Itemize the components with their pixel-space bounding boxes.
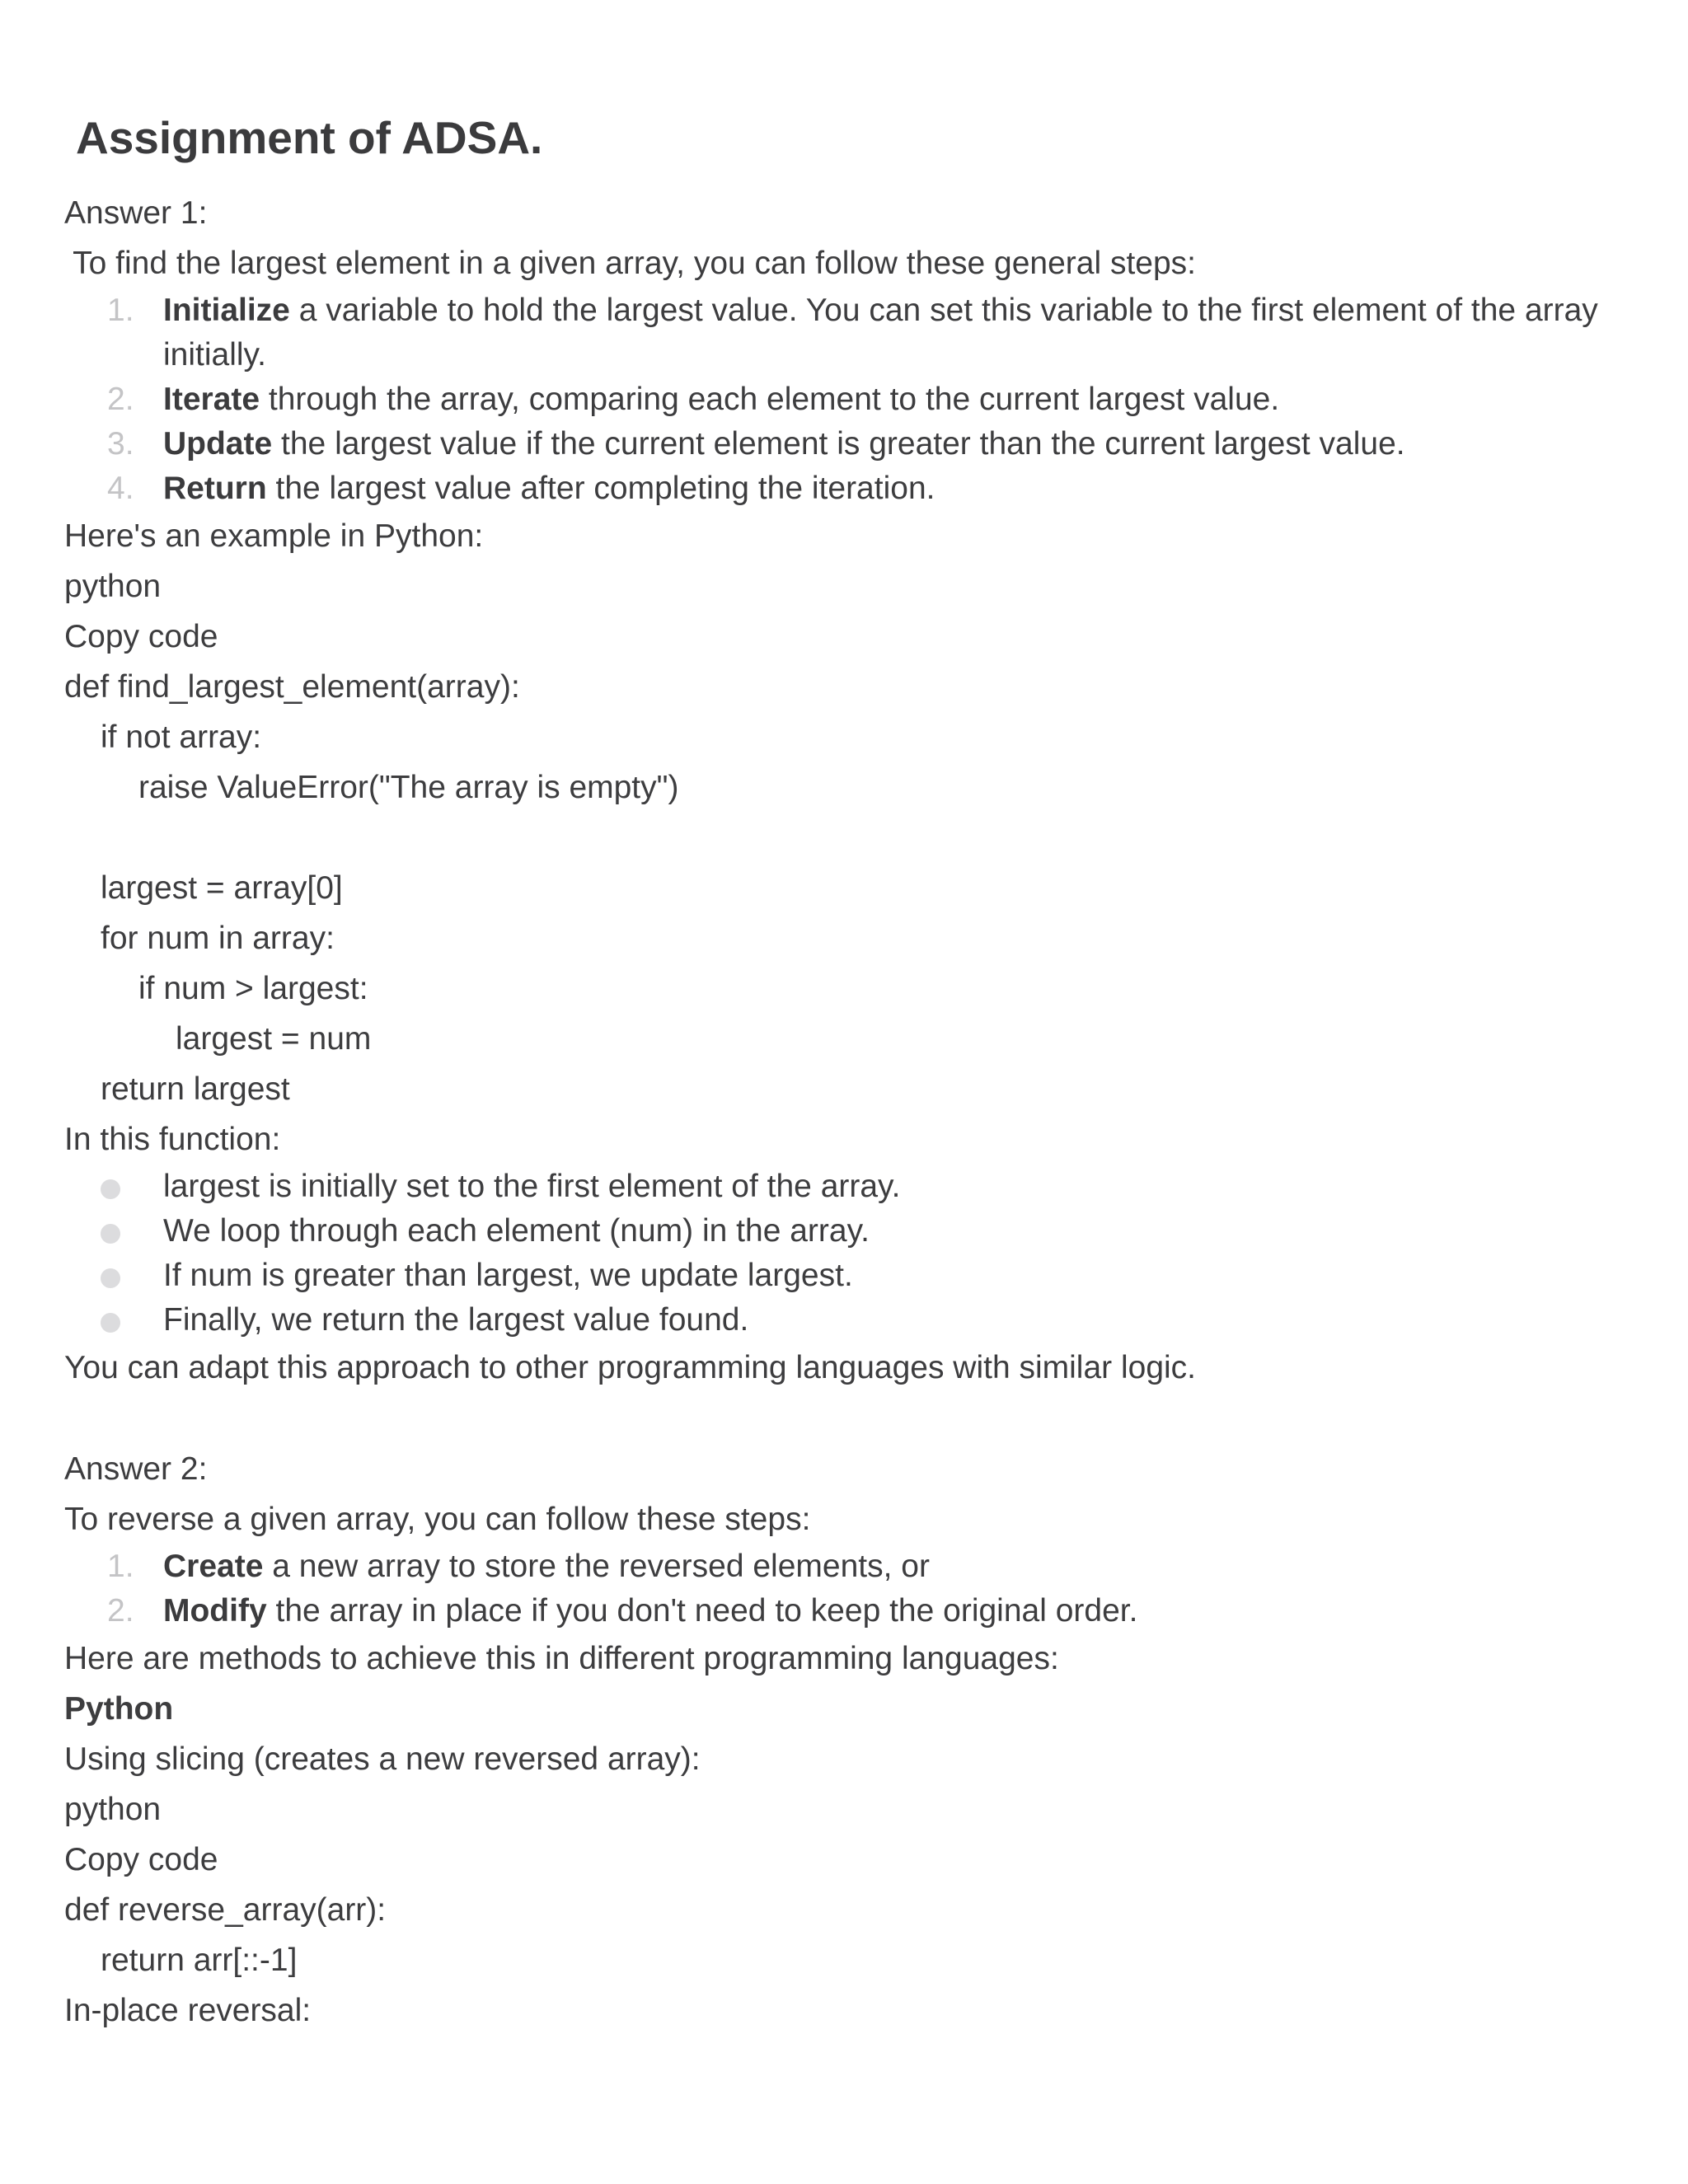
bullet-text: If num is greater than largest, we update largest. [163, 1258, 853, 1293]
list-item [64, 1209, 1624, 1254]
code-line: def find_largest_element(array): [64, 669, 520, 705]
step-keyword: Update [163, 426, 273, 462]
code-line: largest = num [176, 1021, 372, 1057]
code-line: if not array: [101, 719, 262, 755]
inplace-label: In-place reversal: [64, 1993, 312, 2028]
python-heading: Python [64, 1691, 174, 1727]
answer1-intro: To find the largest element in a given array, you can follow these general steps: [64, 246, 1197, 281]
answer1-outro: You can adapt this approach to other programming languages with similar logic. [64, 1350, 1197, 1385]
list-item [64, 377, 1624, 422]
copy-code-button[interactable]: Copy code [64, 1842, 218, 1877]
answer2-intro: To reverse a given array, you can follow these steps: [64, 1502, 811, 1537]
code-line: def reverse_array(arr): [64, 1892, 387, 1928]
list-number: 1. [107, 293, 134, 328]
list-item [64, 1589, 1624, 1633]
code-line: for num in array: [101, 921, 335, 956]
list-number: 2. [107, 1593, 134, 1629]
answer1-label: Answer 1: [64, 195, 208, 231]
code-block-largest [64, 662, 1624, 1114]
list-item [64, 288, 1624, 377]
bullet-icon [101, 1224, 120, 1244]
list-number: 3. [107, 426, 134, 462]
bullet-icon [101, 1268, 120, 1288]
code-line: raise ValueError("The array is empty") [138, 770, 679, 805]
code-line: return arr[::-1] [101, 1943, 298, 1978]
step-keyword: Modify [163, 1593, 267, 1629]
bullet-text: We loop through each element (num) in the array. [163, 1213, 870, 1249]
code-language: python [64, 1792, 162, 1827]
step-text: the largest value if the current element is greater than the current largest value. [272, 426, 1405, 462]
list-item [64, 422, 1624, 466]
code-language: python [64, 569, 162, 604]
step-keyword: Iterate [163, 382, 260, 417]
list-item [64, 1165, 1624, 1209]
methods-label: Here are methods to achieve this in different programming languages: [64, 1641, 1059, 1676]
example-label: Here's an example in Python: [64, 518, 484, 554]
list-item [64, 466, 1624, 511]
answer2-steps [64, 1544, 1624, 1633]
step-keyword: Initialize [163, 293, 290, 328]
code-blank-line [64, 813, 1624, 863]
document-title: Assignment of ADSA. [76, 112, 543, 163]
list-item [64, 1298, 1624, 1343]
step-text: a variable to hold the largest value. You can set this variable to the first element of the array initially. [163, 293, 1598, 373]
step-keyword: Return [163, 471, 267, 506]
answer1-bullets [64, 1165, 1624, 1343]
list-number: 1. [107, 1549, 134, 1584]
step-text: a new array to store the reversed elements, or [263, 1549, 930, 1584]
code-line: return largest [101, 1071, 290, 1107]
bullet-icon [101, 1313, 120, 1333]
list-number: 2. [107, 382, 134, 417]
slicing-label: Using slicing (creates a new reversed array): [64, 1741, 701, 1777]
bullet-icon [101, 1179, 120, 1199]
list-number: 4. [107, 471, 134, 506]
code-line: largest = array[0] [101, 870, 343, 906]
copy-code-button[interactable]: Copy code [64, 619, 218, 654]
list-item [64, 1254, 1624, 1298]
step-text: through the array, comparing each element to the current largest value. [260, 382, 1280, 417]
section-gap [64, 1393, 1624, 1444]
function-label: In this function: [64, 1122, 281, 1157]
bullet-text: largest is initially set to the first element of the array. [163, 1169, 901, 1204]
answer2-label: Answer 2: [64, 1451, 208, 1487]
code-block-reverse [64, 1885, 1624, 1985]
step-text: the array in place if you don't need to keep the original order. [266, 1593, 1138, 1629]
bullet-text: Finally, we return the largest value found. [163, 1302, 749, 1338]
step-text: the largest value after completing the iteration. [266, 471, 935, 506]
step-keyword: Create [163, 1549, 264, 1584]
code-line: if num > largest: [138, 971, 368, 1006]
list-item [64, 1544, 1624, 1589]
answer1-steps [64, 288, 1624, 511]
